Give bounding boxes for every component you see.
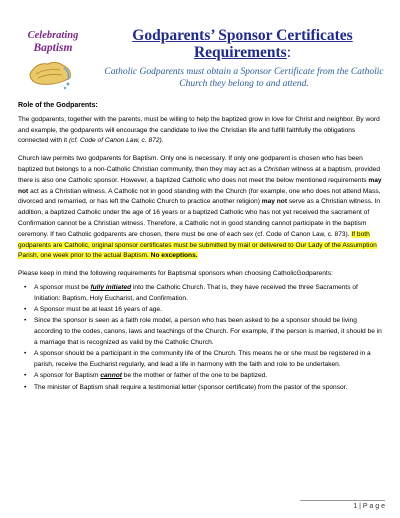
law-text-d: serve as a Christian witness. In addition, a baptized Catholic under the age of 16 years or a baptized Catholic who has not yet received the sacrament of Confirmation cannot be a Christian witness. Therefore, a Catholic not in good standing cannot participate in the baptism ceremony. If two Catholic godparents are chosen, there must be one of each sex (cf. Code of Canon Law, c. 873).: [18, 198, 381, 238]
logo-text-line2: Baptism: [33, 42, 73, 54]
req1-emphasis: fully initiated: [90, 283, 132, 291]
title-line2: Requirements: [193, 44, 287, 61]
law-text-bold1: may not: [18, 176, 382, 195]
req5-emphasis: cannot: [100, 372, 122, 380]
law-text-bold2: may not: [261, 198, 288, 206]
requirement-item: [34, 371, 385, 382]
logo-text-line1: Celebrating: [27, 30, 79, 41]
requirement-item: • The minister of Baptism shall require a testimonial letter (sponsor certificate) from the pastor of the sponsor.: [34, 383, 385, 394]
baptism-shell-icon: [26, 56, 78, 92]
role-text: The godparents, together with the parents, must be willing to help the baptized grow in love for Christ and neighbor. By word and example, the godparents will encourage the candidate to live the Christian life and fulfill faithfully the obligations connected with it: [18, 115, 380, 145]
requirement-item: • A sponsor should be a participant in the community life of the Church. This means he or she must be registered in a parish, receive the Eucharist regularly, and lead a life in harmony with the faith and role to be undertaken.: [34, 349, 385, 371]
section-heading: Role of the Godparents:: [18, 102, 98, 109]
document-body: [18, 101, 385, 394]
celebrating-baptism-logo: [18, 30, 88, 94]
law-text-a: Church law permits two godparents for Baptism. Only one is necessary. If only one godparent is chosen who has been baptized but belongs to a non-Catholic Christian community, then they may act as a: [18, 155, 363, 173]
req1-text-a: A sponsor must be: [34, 283, 91, 291]
no-exceptions-text: No exceptions.: [148, 252, 198, 260]
requirements-list: [18, 283, 385, 393]
requirement-item: [34, 283, 385, 305]
church-law-paragraph: [18, 154, 385, 262]
requirement-item: • A Sponsor must be at least 16 years of age.: [34, 305, 385, 316]
requirements-intro: Please keep in mind the following requirements for Baptismal sponsors when choosing CatholicGodparents:: [18, 270, 333, 278]
page-number: 1 | P a g e: [353, 503, 385, 510]
role-paragraph: [18, 115, 385, 147]
canon-law-citation: (cf. Code of Canon Law, c. 872).: [68, 137, 164, 145]
page-subtitle: Catholic Godparents must obtain a Sponsor Certificate from the Catholic Church they belong to and attend.: [104, 67, 384, 89]
title-line1: Godparents’ Sponsor Certificates: [132, 27, 353, 44]
title-colon: :: [286, 44, 292, 61]
req5-text-a: A sponsor for Baptism: [34, 372, 101, 380]
requirement-item: • Since the sponsor is seen as a faith role model, a person who has been asked to be a sponsor should be living according to the codes, canons, laws and teachings of the Church. For example, if the person is married, it should be in a marriage that is recognized as valid by the Catholic Church.: [34, 316, 385, 348]
highlight-text: If both godparents are Catholic, original sponsor certificates must be submitted by mail or delivered to Our Lady of the Assumption Parish, one week prior to the actual Baptism.: [18, 230, 377, 260]
law-text-c: act as a Christian witness. A Catholic not in good standing with the Church (for example, one who does not attend Mass, divorced and remarried, or has left the Catholic Church to practice another religion): [18, 187, 381, 206]
req5-text-b: be the mother or father of the one to be baptized.: [121, 372, 268, 380]
law-text-em: Christian: [263, 165, 290, 173]
footer-divider: [300, 500, 385, 501]
page-title: [100, 27, 385, 61]
req1-text-b: into the Catholic Church. That is, they have received the three Sacraments of Initiation: Baptism, Holy Eucharist, and Confirmation.: [34, 283, 358, 302]
law-text-b: witness at a baptism, provided there is also one Catholic sponsor. However, a baptized Catholic who does not meet the below mentioned requirements: [18, 165, 381, 184]
